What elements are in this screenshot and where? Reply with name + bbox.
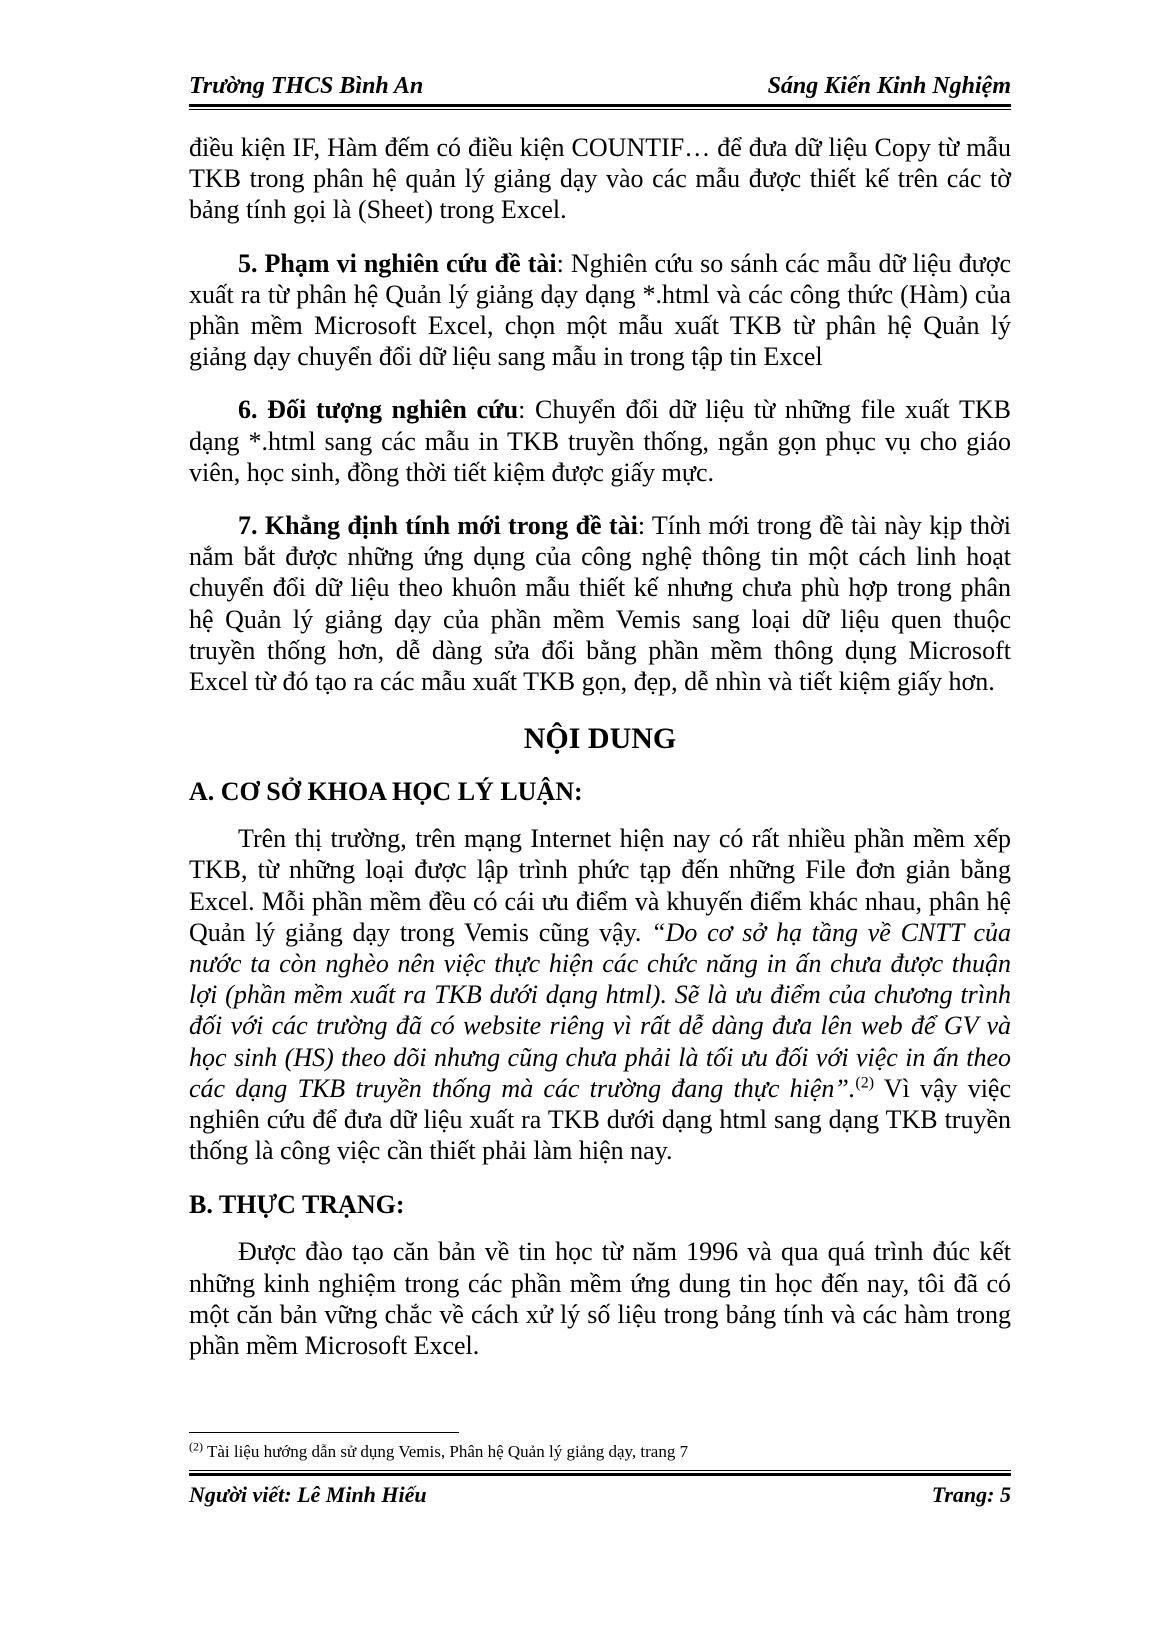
- item5-paragraph: [189, 248, 1011, 373]
- section-a-text-end: Vì vậy việc nghiên cứu để đưa dữ liệu xuất ra TKB dưới dạng html sang dạng TKB truyền thống là công việc cần thiết phải làm hiện nay.: [189, 1073, 1011, 1166]
- footer-author: Người viết: Lê Minh Hiếu: [189, 1482, 427, 1507]
- item5-label: 5. Phạm vi nghiên cứu đề tài: [238, 248, 557, 278]
- item7-text: : Tính mới trong đề tài này kịp thời nắm bắt được những ứng dụng của công nghệ thông tin một cách linh hoạt chuyển đổi dữ liệu theo khuôn mẫu thiết kế nhưng chưa phù hợp trong phân hệ Quản lý giảng dạy của phần mềm Vemis sang loại dữ liệu quen thuộc truyền thống hơn, dễ dàng sửa đổi bằng phần mềm thông dụng Microsoft Excel từ đó tạo ra các mẫu xuất TKB gọn, đẹp, dễ nhìn và tiết kiệm giấy hơn.: [189, 511, 1011, 697]
- page-footer: [189, 1478, 1011, 1512]
- footnote-number: (2): [189, 1439, 203, 1454]
- footnote-text: Tài liệu hướng dẫn sử dụng Vemis, Phân hệ Quản lý giảng dạy, trang 7: [203, 1442, 689, 1461]
- header-document-type: Sáng Kiến Kinh Nghiệm: [767, 73, 1011, 99]
- item5-text: : Nghiên cứu so sánh các mẫu dữ liệu được xuất ra từ phân hệ Quản lý giảng dạy dạng *.html và các công thức (Hàm) của phần mềm Microsoft Excel, chọn một mẫu xuất TKB từ phân hệ Quản lý giảng dạy chuyển đổi dữ liệu sang mẫu in trong tập tin Excel: [189, 248, 1012, 372]
- page-content: [189, 132, 1011, 1361]
- header-school-name: Trường THCS Bình An: [189, 73, 424, 99]
- main-title: NỘI DUNG: [523, 722, 677, 756]
- footnote-reference: (2): [855, 1074, 875, 1092]
- item6-paragraph: [189, 394, 1011, 488]
- item7-paragraph: [189, 510, 1011, 697]
- footnote-divider: [189, 1432, 459, 1433]
- section-a-paragraph: [189, 823, 1011, 1166]
- page-header: [189, 62, 1011, 102]
- footnote: [189, 1440, 1011, 1464]
- section-b-heading: B. THỰC TRẠNG:: [189, 1190, 405, 1220]
- item6-label: 6. Đối tượng nghiên cứu: [238, 395, 519, 425]
- section-a-heading: A. CƠ SỞ KHOA HỌC LÝ LUẬN:: [189, 777, 583, 807]
- section-b-paragraph: Được đào tạo căn bản về tin học từ năm 1996 và qua quá trình đúc kết những kinh nghiệm trong các phần mềm ứng dung tin học đến nay, tôi đã có một căn bản vững chắc về cách xử lý số liệu trong bảng tính và các hàm trong phần mềm Microsoft Excel.: [189, 1237, 1011, 1361]
- footer-divider: [189, 1470, 1011, 1476]
- item7-label: 7. Khẳng định tính mới trong đề tài: [238, 511, 638, 541]
- item6-text: : Chuyển đổi dữ liệu từ những file xuất TKB dạng *.html sang các mẫu in TKB truyền thống, ngắn gọn phục vụ cho giáo viên, học sinh, đồng thời tiết kiệm được giấy mực.: [189, 395, 1011, 487]
- section-a-quote: “Do cơ sở hạ tầng về CNTT của nước ta còn nghèo nên việc thực hiện các chức năng in ấn chưa được thuận lợi (phần mềm xuất ra TKB dưới dạng html). Sẽ là ưu điểm của chương trình đối với các trường đã có website riêng vì rất dễ dàng đưa lên web để GV và học sinh (HS) theo dõi nhưng cũng chưa phải là tối ưu đối với việc in ấn theo các dạng TKB truyền thống mà các trường đang thực hiện”.: [189, 917, 1012, 1103]
- footer-page-number: Trang: 5: [931, 1482, 1011, 1507]
- intro-continuation-paragraph: điều kiện IF, Hàm đếm có điều kiện COUNTIF… để đưa dữ liệu Copy từ mẫu TKB trong phân hệ quản lý giảng dạy vào các mẫu được thiết kế trên các tờ bảng tính gọi là (Sheet) trong Excel.: [189, 133, 1011, 225]
- header-divider: [189, 104, 1011, 110]
- section-a-text-start: Trên thị trường, trên mạng Internet hiện nay có rất nhiều phần mềm xếp TKB, từ những loại được lập trình phức tạp đến những File đơn giản bằng Excel. Mỗi phần mềm đều có cái ưu điểm và khuyến điểm khác nhau, phân hệ Quản lý giảng dạy trong Vemis cũng vậy.: [189, 824, 1011, 947]
